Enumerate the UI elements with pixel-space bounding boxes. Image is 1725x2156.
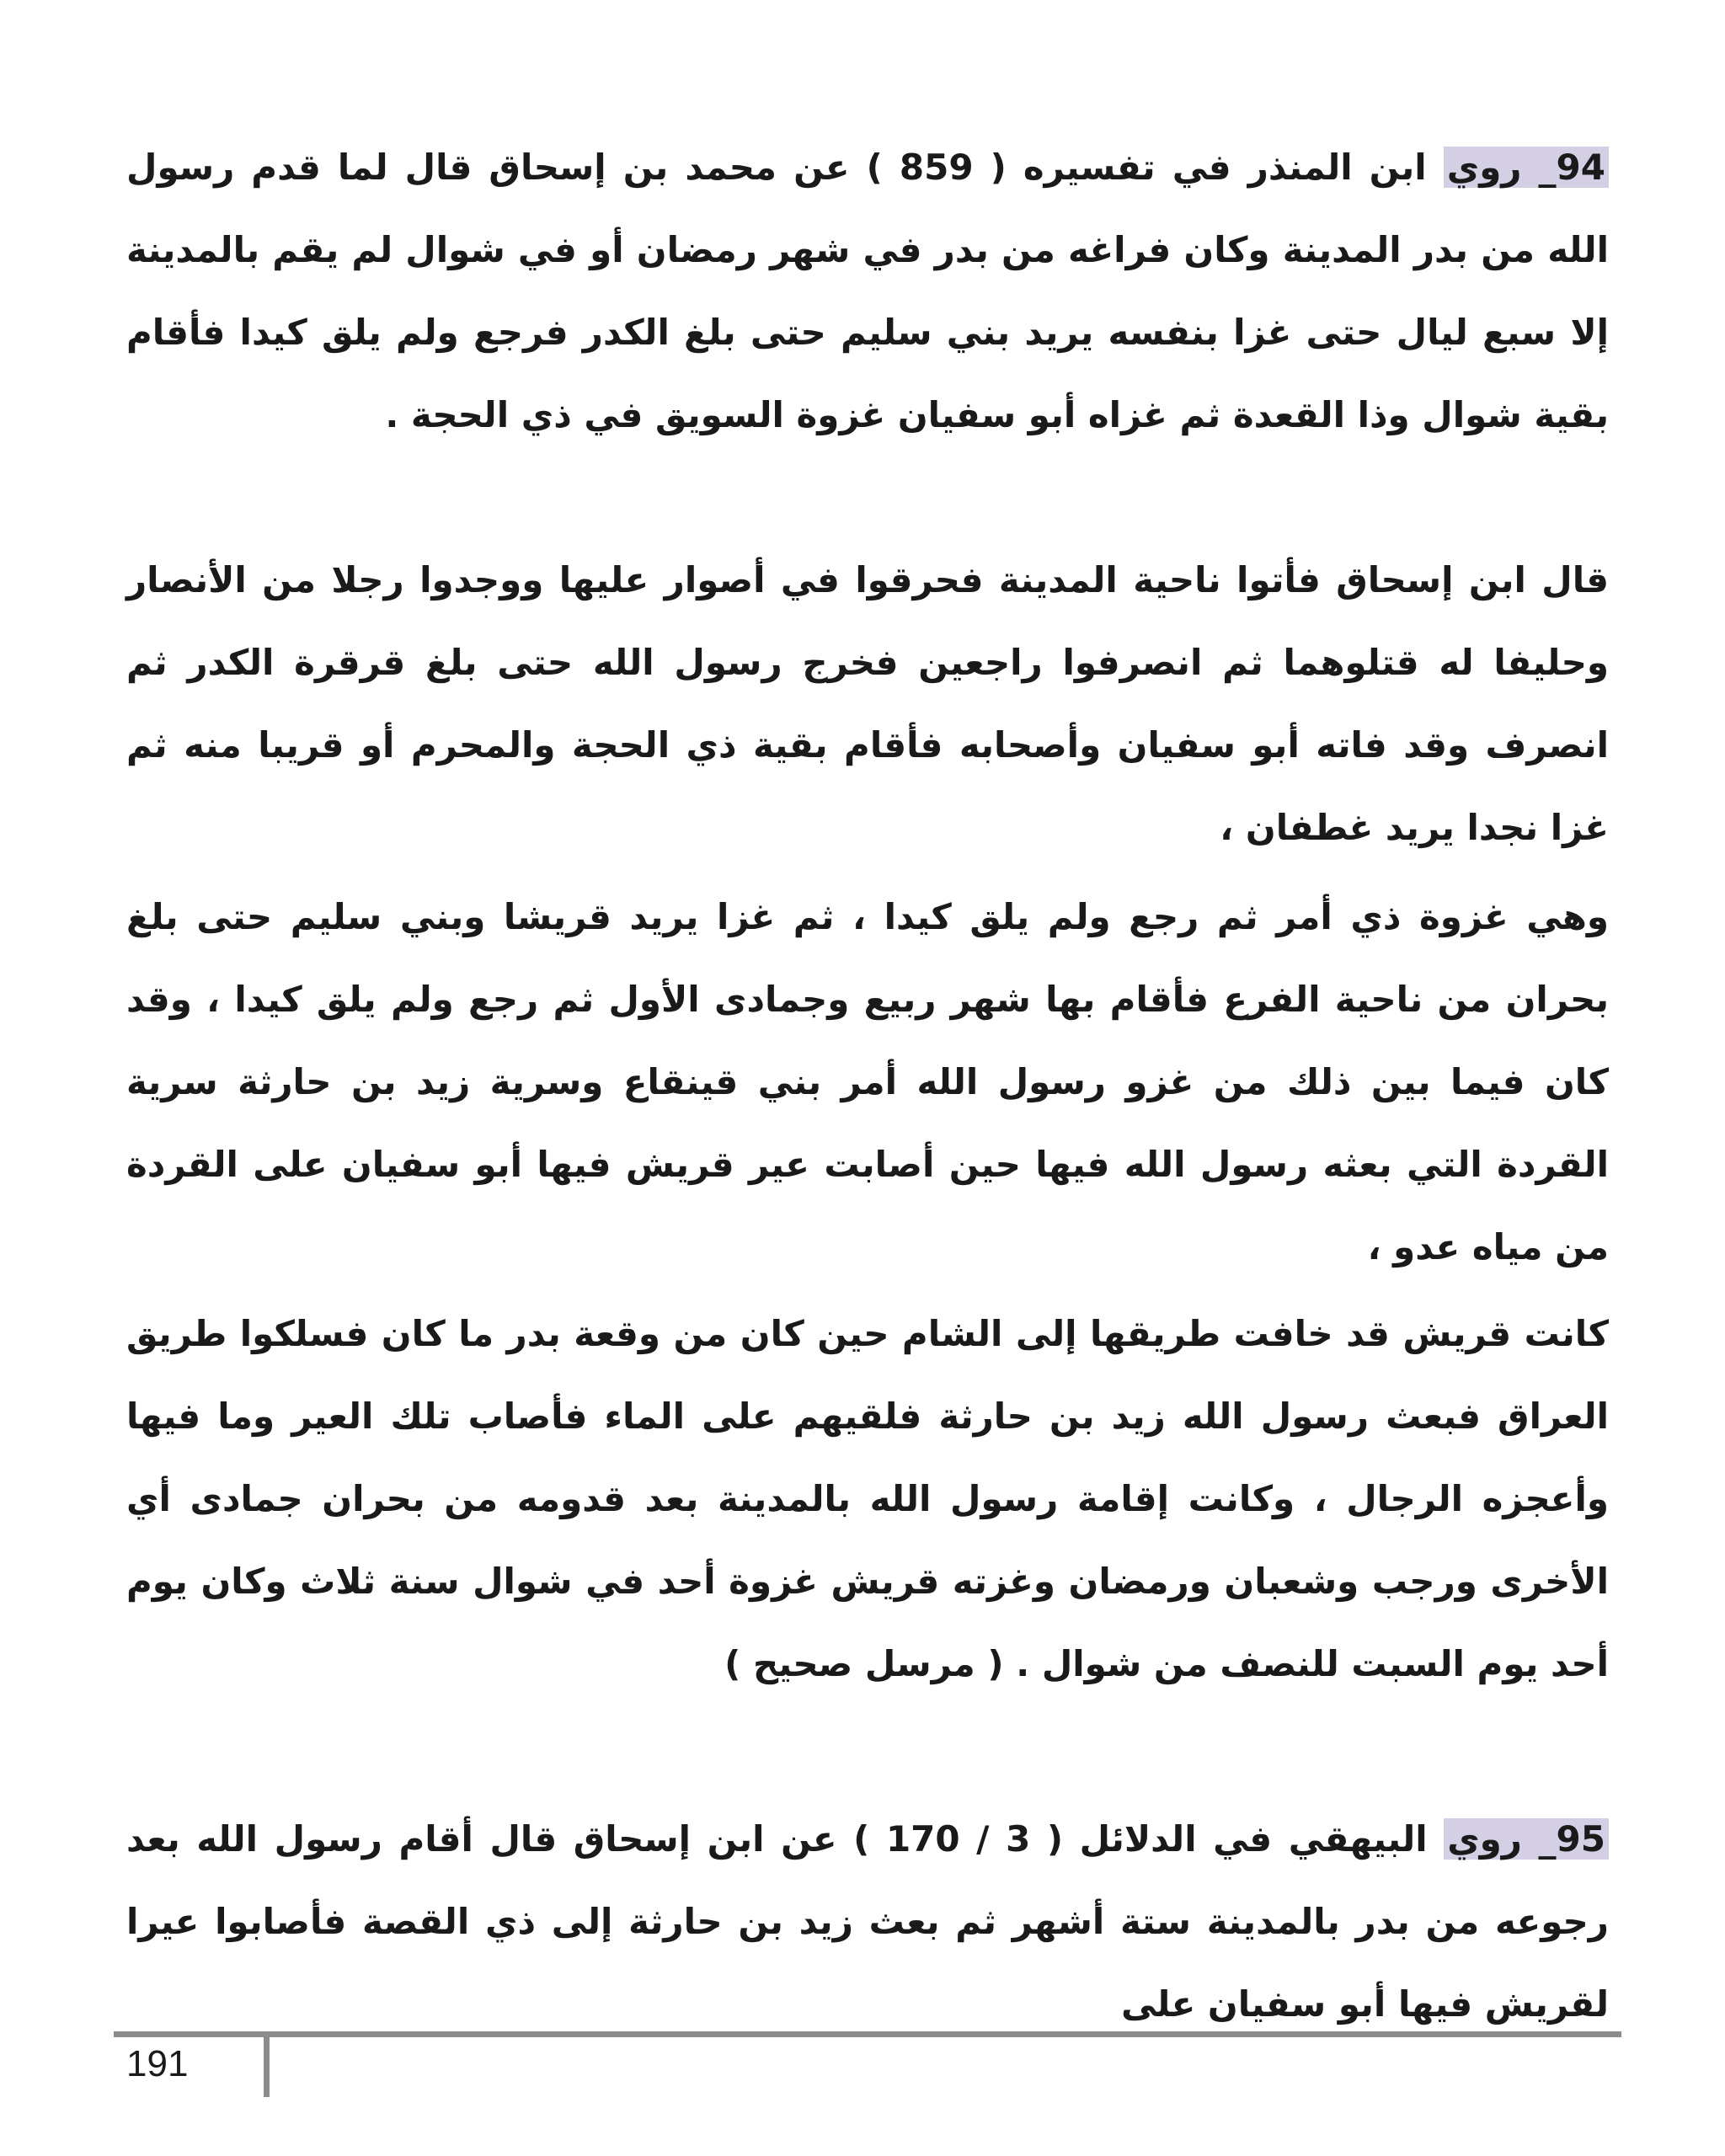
paragraph-ibn-ishaq — [126, 539, 1609, 869]
paragraph-quraysh — [126, 1293, 1609, 1705]
footer-separator — [264, 2031, 270, 2097]
paragraph-dhu-amr — [126, 876, 1609, 1289]
paragraph-text: كانت قريش قد خافت طريقها إلى الشام حين كان من وقعة بدر ما كان فسلكوا طريق العراق فبعث رسول الله زيد بن حارثة فلقيهم على الماء فأصاب تلك العير وما فيها وأعجزه الرجال ، وكانت إقامة رسول الله بالمدينة بعد قدومه من بحران جمادى أي الأخرى ورجب وشعبان ورمضان وغزته قريش غزوة أحد في شوال سنة ثلاث وكان يوم أحد يوم السبت للنصف من شوال . ( مرسل صحيح ) — [126, 1313, 1609, 1684]
paragraph-hadith-94 — [126, 126, 1609, 456]
hadith-number-highlight: 94_ روي — [1444, 147, 1609, 188]
page-number: 191 — [126, 2043, 189, 2084]
paragraph-text: وهي غزوة ذي أمر ثم رجع ولم يلق كيدا ، ثم غزا يريد قريشا وبني سليم حتى بلغ بحران من ناحية الفرع فأقام بها شهر ربيع وجمادى الأول ثم رجع ولم يلق كيدا ، وقد كان فيما بين ذلك من غزو رسول الله أمر بني قينقاع وسرية زيد بن حارثة سرية القردة التي بعثه رسول الله فيها حين أصابت عير قريش فيها أبو سفيان على القردة من مياه عدو ، — [126, 896, 1609, 1267]
footer-rule — [114, 2031, 1621, 2037]
hadith-number-highlight: 95_ روي — [1444, 1818, 1609, 1860]
paragraph-text: قال ابن إسحاق فأتوا ناحية المدينة فحرقوا في أصوار عليها ووجدوا رجلا من الأنصار وحليفا له قتلوهما ثم انصرفوا راجعين فخرج رسول الله حتى بلغ قرقرة الكدر ثم انصرف وقد فاته أبو سفيان وأصحابه فأقام بقية ذي الحجة والمحرم أو قريبا منه ثم غزا نجدا يريد غطفان ، — [126, 559, 1609, 848]
paragraph-text: ابن المنذر في تفسيره ( 859 ) عن محمد بن إسحاق قال لما قدم رسول الله من بدر المدينة وكان فراغه من بدر في شهر رمضان أو في شوال لم يقم بالمدينة إلا سبع ليال حتى غزا بنفسه يريد بني سليم حتى بلغ الكدر فرجع ولم يلق كيدا فأقام بقية شوال وذا القعدة ثم غزاه أبو سفيان غزوة السويق في ذي الحجة . — [126, 147, 1609, 435]
paragraph-text: البيهقي في الدلائل ( 3 / 170 ) عن ابن إسحاق قال أقام رسول الله بعد رجوعه من بدر بالمدينة ستة أشهر ثم بعث زيد بن حارثة إلى ذي القصة فأصابوا عيرا لقريش فيها أبو سفيان على — [126, 1818, 1609, 2025]
paragraph-hadith-95 — [126, 1798, 1609, 2046]
